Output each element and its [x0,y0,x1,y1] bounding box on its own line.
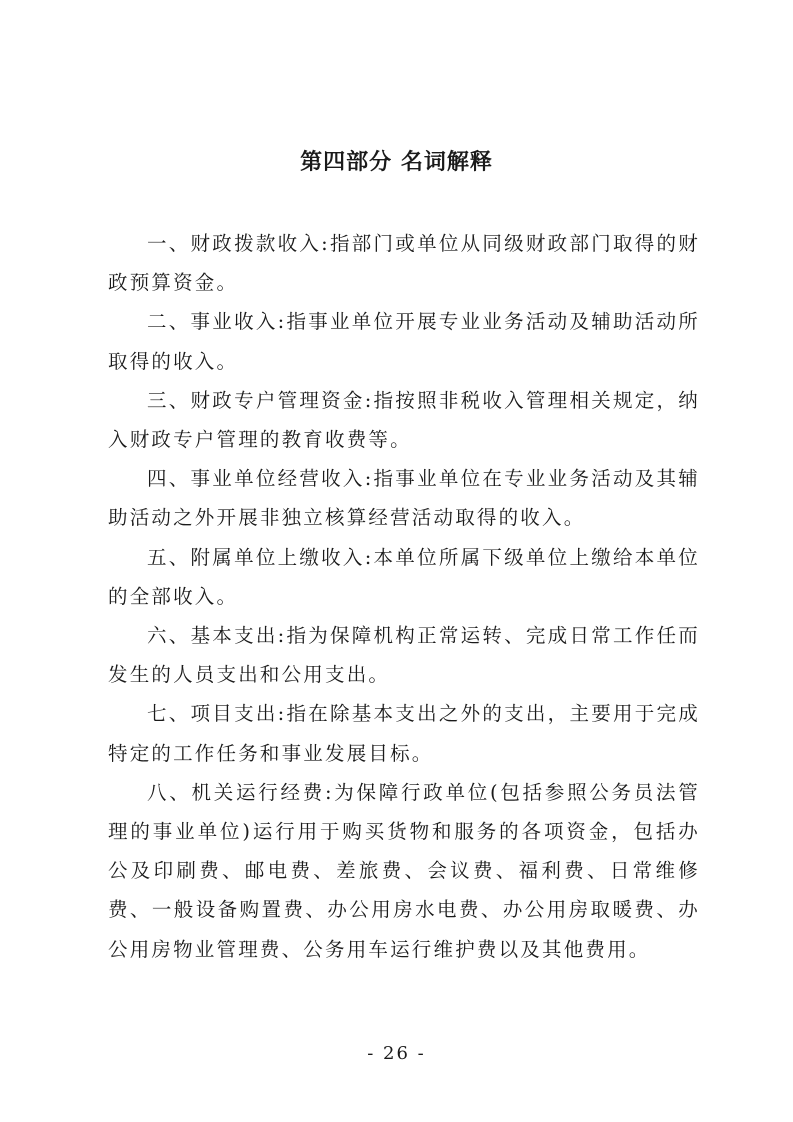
section-title: 第四部分 名词解释 [300,150,493,175]
definition-paragraph: 三、财政专户管理资金:指按照非税收入管理相关规定，纳入财政专户管理的教育收费等。 [108,388,700,452]
definition-paragraph: 八、机关运行经费:为保障行政单位(包括参照公务员法管理的事业单位)运行用于购买货物和服务的各项资金，包括办公及印刷费、邮电费、差旅费、会议费、福利费、日常维修费、一般设备购置费、办公用房水电费、办公用房取暖费、办公用房物业管理费、公务用车运行维护费以及其他费用。 [108,780,700,961]
definition-paragraph: 七、项目支出:指在除基本支出之外的支出，主要用于完成特定的工作任务和事业发展目标。 [108,702,700,765]
page-number: - 26 - [367,1043,426,1064]
definition-paragraph: 五、附属单位上缴收入:本单位所属下级单位上缴给本单位的全部收入。 [108,545,700,608]
definitions-body [108,224,700,969]
definition-paragraph: 四、事业单位经营收入:指事业单位在专业业务活动及其辅助活动之外开展非独立核算经营活动取得的收入。 [108,467,700,530]
definition-paragraph: 二、事业收入:指事业单位开展专业业务活动及辅助活动所取得的收入。 [108,310,700,373]
definition-paragraph: 一、财政拨款收入:指部门或单位从同级财政部门取得的财政预算资金。 [108,232,700,295]
definition-paragraph: 六、基本支出:指为保障机构正常运转、完成日常工作任而发生的人员支出和公用支出。 [108,624,700,687]
